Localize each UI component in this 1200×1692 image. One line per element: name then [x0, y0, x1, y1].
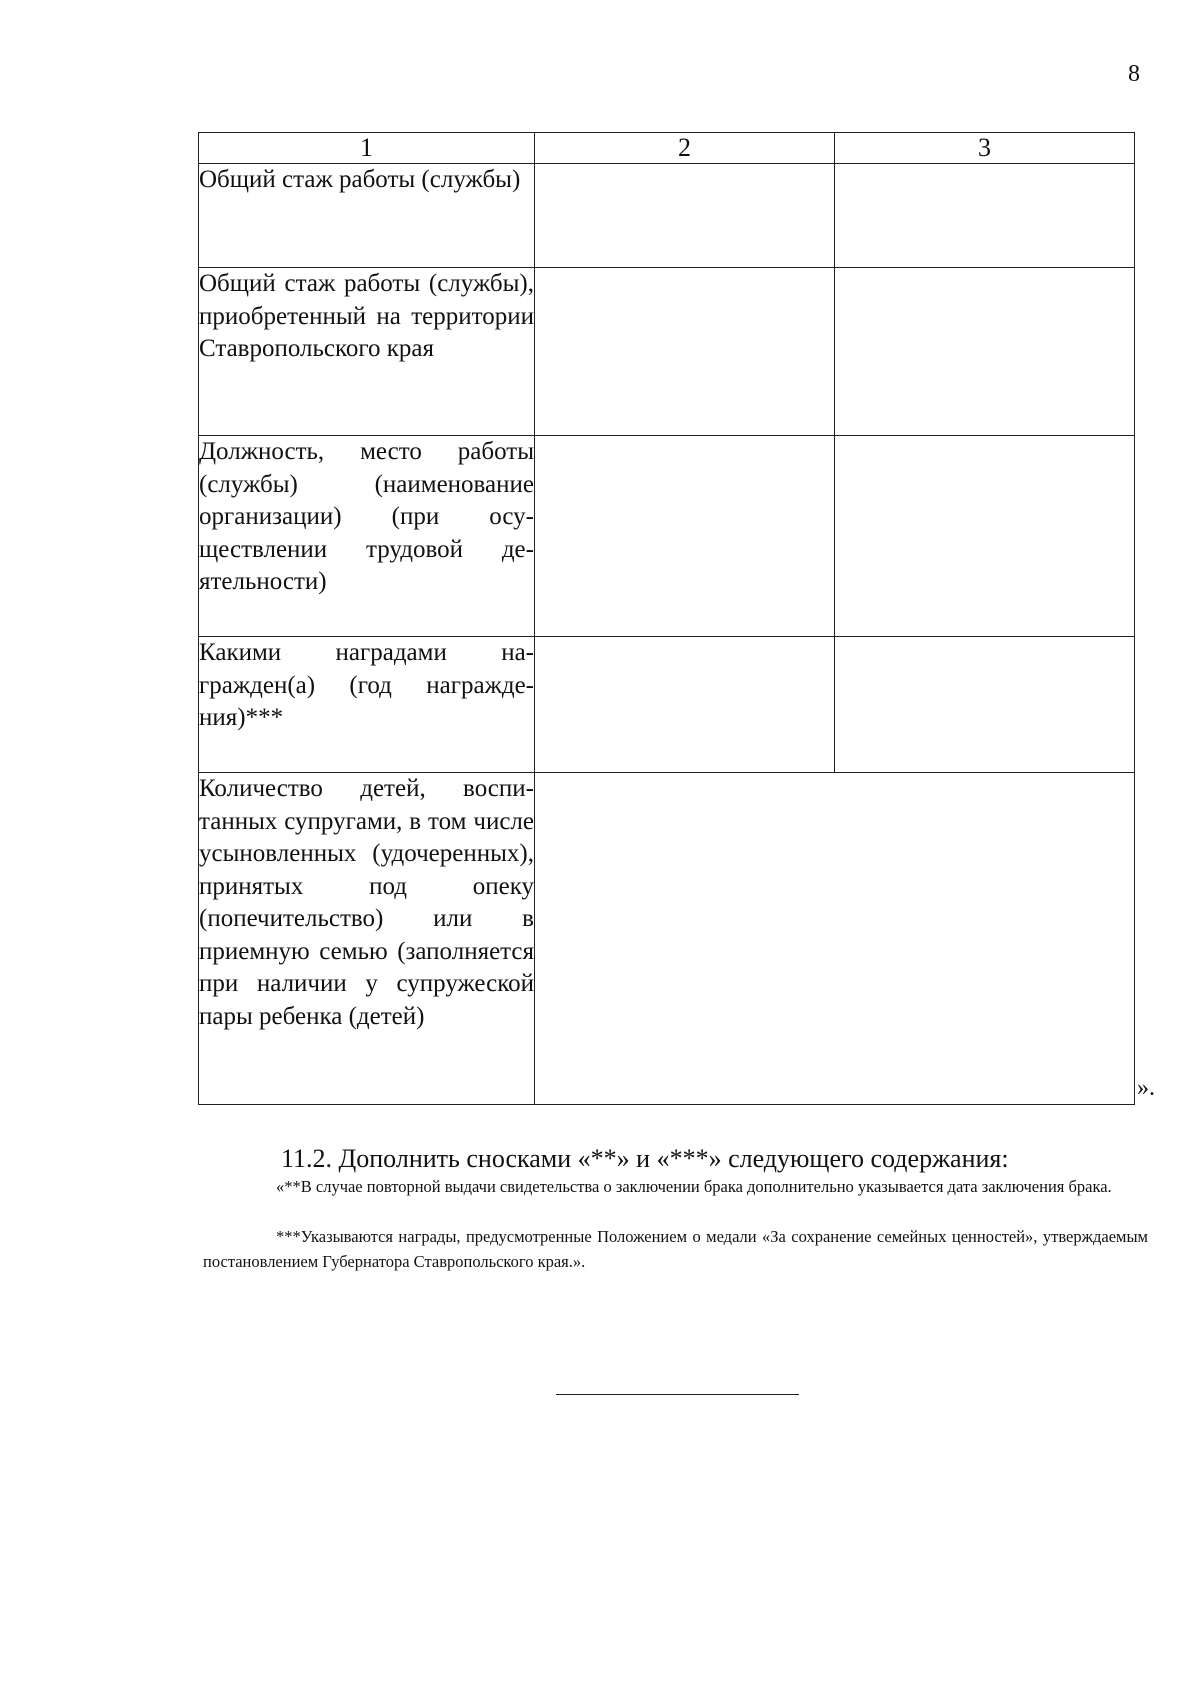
closing-quote: ».: [1137, 1075, 1155, 1101]
table-row-awards: [199, 637, 1135, 773]
row-label: Должность, место работы (службы) (наименование организации) (при осуществлении трудовой деятельности): [199, 436, 535, 637]
footnote-double-asterisk: «**В случае повторной выдачи свидетельства о заключении брака дополнительно указывается дата заключения брака.: [276, 1177, 1112, 1196]
table-row-position: [199, 436, 1135, 637]
row-label: Какими наградами награжден(а) (год награждения)***: [199, 637, 535, 773]
table-cell: [835, 268, 1135, 436]
column-header-1: 1: [199, 133, 535, 164]
table-row-children: [199, 773, 1135, 1105]
table-header-row: [199, 133, 1135, 164]
table-cell-merged: [535, 773, 1135, 1105]
footnote-triple-asterisk: ***Указываются награды, предусмотренные Положением о медали «За сохранение семейных ценностей», утверждаемым постановлением Губернатора Ставропольского края.».: [203, 1227, 1148, 1271]
table-cell: [535, 637, 835, 773]
table-cell: [535, 268, 835, 436]
end-divider-line: [556, 1394, 799, 1395]
table-cell: [535, 164, 835, 268]
row-label: Общий стаж работы (службы), приобретенный на территории Ставропольского края: [199, 268, 535, 436]
info-table: [198, 132, 1135, 1105]
table-cell: [835, 637, 1135, 773]
row-label: Количество детей, воспитанных супругами, в том числе усыновленных (удочеренных), принятых под опеку (попечительство) или в приемную семью (заполняется при наличии у супружеской пары ребенка (детей): [199, 773, 535, 1105]
table-cell: [835, 436, 1135, 637]
page-number: 8: [1128, 61, 1140, 87]
amendment-heading: 11.2. Дополнить сносками «**» и «***» следующего содержания:: [281, 1144, 1009, 1173]
table-cell: [535, 436, 835, 637]
table-row-total-experience: [199, 164, 1135, 268]
row-label: Общий стаж работы (службы): [199, 164, 535, 268]
column-header-2: 2: [535, 133, 835, 164]
column-header-3: 3: [835, 133, 1135, 164]
table-cell: [835, 164, 1135, 268]
table-row-regional-experience: [199, 268, 1135, 436]
